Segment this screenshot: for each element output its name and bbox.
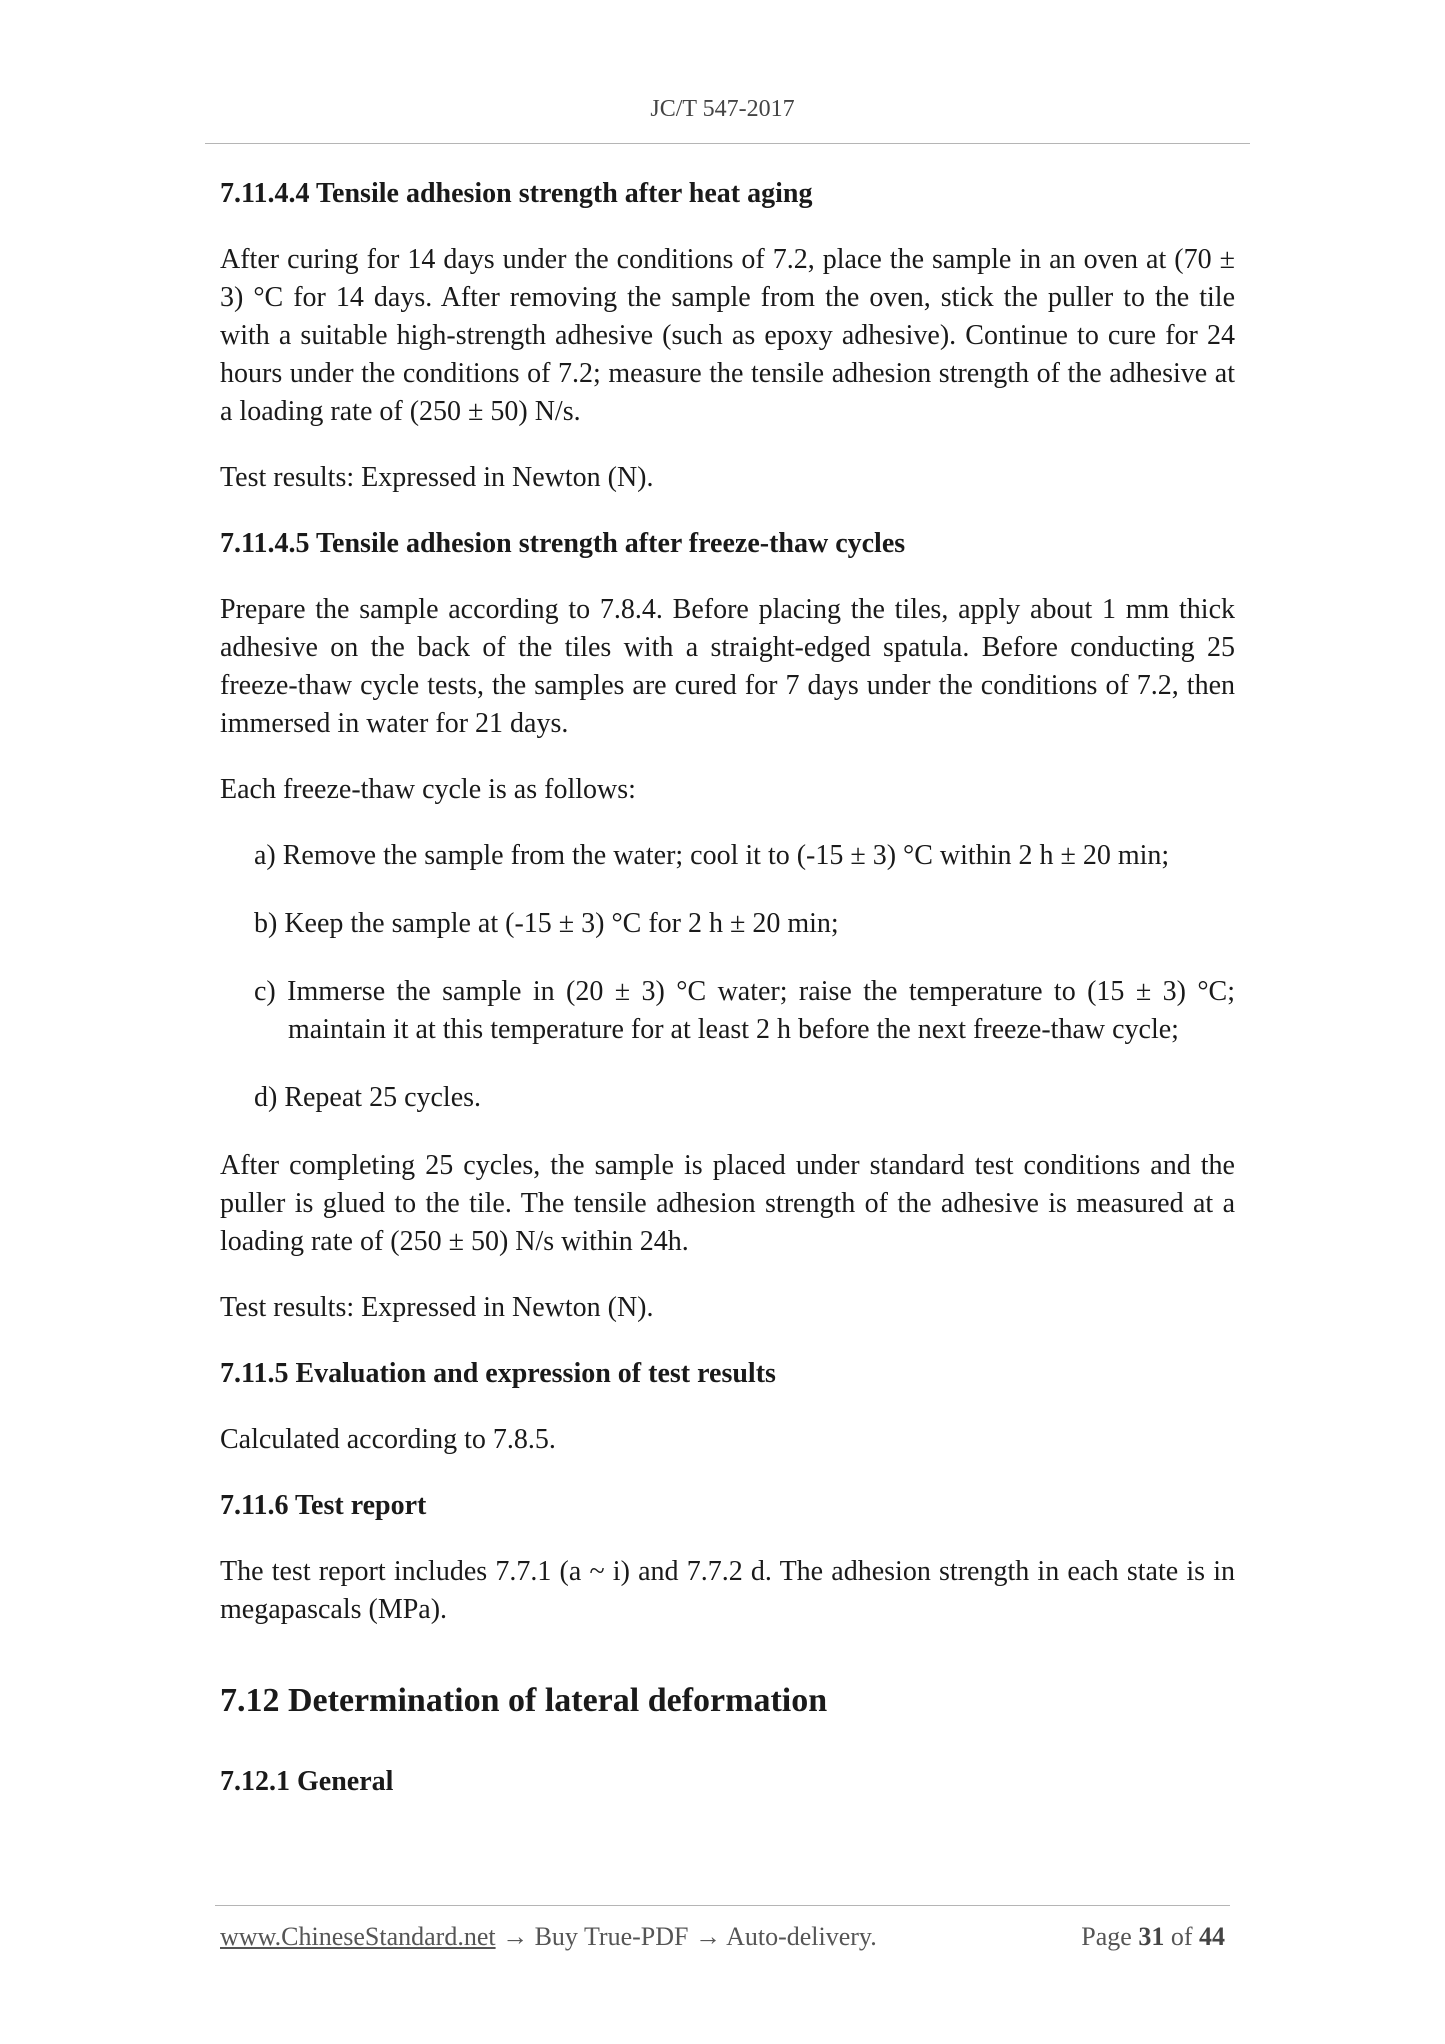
list-item: b) Keep the sample at (-15 ± 3) °C for 2 h ± 20 min; bbox=[254, 908, 839, 939]
buy-true-pdf-text: Buy True-PDF bbox=[534, 1922, 689, 1951]
website-link[interactable]: www.ChineseStandard.net bbox=[220, 1922, 496, 1951]
page-label: Page bbox=[1081, 1922, 1132, 1951]
page-current: 31 bbox=[1138, 1922, 1165, 1951]
footer-divider bbox=[215, 1905, 1230, 1906]
list-item: a) Remove the sample from the water; cool it to (-15 ± 3) °C within 2 h ± 20 min; bbox=[254, 840, 1170, 871]
page-total: 44 bbox=[1199, 1922, 1225, 1951]
paragraph: Test results: Expressed in Newton (N). bbox=[220, 462, 654, 493]
document-id: JC/T 547-2017 bbox=[650, 96, 795, 122]
heading-7-12: 7.12 Determination of lateral deformation bbox=[220, 1682, 828, 1719]
paragraph: The test report includes 7.7.1 (a ~ i) and 7.7.2 d. The adhesion strength in each state is in megapascals (MPa). bbox=[220, 1556, 1235, 1625]
heading-7-11-4-4: 7.11.4.4 Tensile adhesion strength after heat aging bbox=[220, 178, 813, 209]
page-of-label: of bbox=[1170, 1922, 1193, 1951]
arrow-right-icon: → bbox=[502, 1922, 529, 1951]
heading-7-11-4-5: 7.11.4.5 Tensile adhesion strength after freeze-thaw cycles bbox=[220, 528, 906, 559]
auto-delivery-text: Auto-delivery. bbox=[726, 1922, 877, 1951]
page-content bbox=[220, 175, 1235, 1829]
heading-7-11-6: 7.11.6 Test report bbox=[220, 1490, 427, 1521]
paragraph: After curing for 14 days under the conditions of 7.2, place the sample in an oven at (70 ± 3) °C for 14 days. After removing the sample from the oven, stick the puller to the tile with a suitable high-strength adhesive (such as epoxy adhesive). Continue to cure for 24 hours under the conditions of 7.2; measure the tensile adhesion strength of the adhesive at a loading rate of (250 ± 50) N/s. bbox=[220, 244, 1235, 427]
heading-7-12-1: 7.12.1 General bbox=[220, 1766, 394, 1797]
arrow-right-icon: → bbox=[695, 1922, 721, 1951]
paragraph: Test results: Expressed in Newton (N). bbox=[220, 1292, 654, 1323]
page-number bbox=[1081, 1922, 1225, 1952]
paragraph: Calculated according to 7.8.5. bbox=[220, 1424, 556, 1455]
paragraph: After completing 25 cycles, the sample is placed under standard test conditions and the puller is glued to the tile. The tensile adhesion strength of the adhesive is measured at a loading rate of (250 ± 50) N/s within 24h. bbox=[220, 1150, 1235, 1257]
footer-promo bbox=[220, 1922, 877, 1952]
list-item: d) Repeat 25 cycles. bbox=[254, 1082, 482, 1113]
paragraph: Each freeze-thaw cycle is as follows: bbox=[220, 774, 636, 805]
paragraph: Prepare the sample according to 7.8.4. Before placing the tiles, apply about 1 mm thick adhesive on the back of the tiles with a straight-edged spatula. Before conducting 25 freeze-thaw cycle tests, the samples are cured for 7 days under the conditions of 7.2, then immersed in water for 21 days. bbox=[220, 594, 1235, 739]
list-item: c) Immerse the sample in (20 ± 3) °C water; raise the temperature to (15 ± 3) °C; maintain it at this temperature for at least 2 h before the next freeze-thaw cycle; bbox=[254, 976, 1235, 1045]
heading-7-11-5: 7.11.5 Evaluation and expression of test results bbox=[220, 1358, 776, 1389]
header-divider bbox=[205, 143, 1250, 144]
